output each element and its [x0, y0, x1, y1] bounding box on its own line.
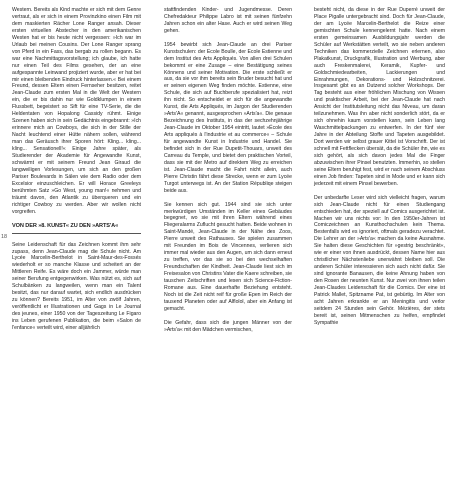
text-column-middle [164, 7, 292, 334]
text-column-right [314, 7, 445, 327]
paragraph: Sie kennen sich gut. 1944 sind sie sich unter merkwürdigen Umständen im Keller eines Gebäudes begegnet, wo sie mit ihren Eltern während eines Fliegeralarms Zuflucht gesucht hatten. Beide wohnen in Saint-Mandé, Jean-Claude in der Nähe des Zoos, Pierre unweit des Rathauses. Sie spielen zusammen mit Freunden im Bois de Vincennes, verlieren sich immer mal wieder aus den Augen, um sich dann erneut zu treffen, vor das sie so bei den wechselhaften Freundschaften der Kindheit. Jean-Claude liest sich im Freisesalon von Christins Vater die Kaere schreiben, sie tauschen Zeitschriften und lesen sich Science-Fiction-Romane aus. Eine dauerhafte Beziehung entsteht. Noch ist die Zeit nicht reif für große Epen im Reich der tausend Planeten oder auf Alflolol, aber ein Anfang ist gemacht. [164, 201, 292, 312]
paragraph: Seine Leidenschaft für das Zeichnen kommt ihm sehr zupass, denn Jean-Claude mag die Schule nicht. Am Lycée Marcelin-Berthelot in Saint-Maur-des-Fossés wiederholt er so manche Klasse und scheitert an der Mittleren Reife. Es wäre doch ein Jammer, würde man seiner Berufung entgegenwirken. Was nützt es, sich auf Schulbänken zu langweilen, wenn man ein Talent besitzt, das nur darauf wartet, sich endlich ausdrücken zu können? Bereits 1951, im Alter von zwölf Jahren, veröffentlicht er Illustrationen und Gags in Le Journal des jeunes, einer 1950 von der Tageszeitung Le Figaro ins Leben gerufenen Publikation, die beim »Salon de l'enfance« verteilt wird, einer alljährlich [12, 241, 141, 331]
paragraph: Die Gefahr, dass sich die jungen Männer von der »Arts'a« mit den Mädchen vermischen, [164, 319, 292, 333]
page-number: 18 [1, 234, 8, 240]
paragraph: 1954 bewirbt sich Jean-Claude an drei Pariser Kunstschulen: der Ecole Boulle, der Ecole Estienne und dem Institut des Arts Appliqués. Von allen drei Schulen bekommt er eine Zusage – eine Bestätigung seines Könnens und seiner Motivation. Die erste schließt er aus, da sie vor ihm bereits sein Bruder besucht hat und er seinen eigenen Weg finden möchte. Estienne, eine Schule, die sich auf Buchberufe spezialisiert hat, reizt ihn nicht. So entscheidet er sich für die angewandte Kunst, die Arts Appliqués, im Jargon der Studierenden »Arts'A« genannt, ausgesprochen »Arts'a«. Die genaue Bezeichnung des Instituts, in das der sechzehnjährige Jean-Claude im Oktober 1954 eintritt, lautet »École des Arts appliqués à l'industrie et au commerce« – Schule für angewandte Kunst in Industrie und Handel. Sie befindet sich in der Rue Dupetit-Thouars, unweit des Carreau du Temple, und bietet den praktischen Vorteil, dass sie mit der Metro auf direktem Weg zu erreichen ist. Jean-Claude macht die Fahrt nicht allein, auch Pierre Christin fährt diese Strecke, wenn er zum Lycée Turgot unterwegs ist. An der Station Républiqe steigen beide aus. [164, 41, 292, 194]
paragraph: stattfindenden Kinder- und Jugendmesse. Deren Chefredakteur Philippe Labro ist mit seinen fünfzehn Jahren schon ein alter Hase. Auch er wird seinen Weg gehen. [164, 7, 292, 34]
paragraph: besteht nicht, da diese in der Rue Duperré unweit der Place Pigalle untergebracht sind. Doch für Jean-Claude, der am Lycée Marcelin-Berthelot die Reize einer gemischten Schule kennengelernt hatte. Nach einem ersten gemeinsamen Ausbildungsjahr werden die Schüler auf Werkstätten verteilt, wo sie neben anderen Techniken das kommerzielle Zeichnen erlernen, also Plakatkunst, Druckgrafik, Illustration und Werbung, aber auch Freskenmalerei, Keramik, Kupfer- und Goldschmiedearbeiten, Lackierungen und Einrahmungen, Dekorations- und Holzschnitzerei. Insgesamt gibt es an Dutzend solcher Workshops. Der Tag besteht aus einer fröhlichen Mischung von Wissen und praktischer Arbeit, bei der Jean-Claude hat nach Ansicht der Institutsleitung nicht das Niveau, um daran teilzunehmen. Was ihn aber nicht sonderlich stört, da er sich ohnehin kaum vorstellen kann, sein Leben lang Waschmittelpackungen zu entwerfen. In der fünf vier Jahre in der Abteilung Stoffe und Tapeten ausgebildet. Dort werden wir selbst grauer Kittel ist Vorschrift. Der ist schnell mit Fettflecken übersät, da die Schüler ihn, wie es sich gehört, als sich davon jedes Mal die Finger abzuwischen ihrer Pinsel benutzten. Immerhin, so stellen seine Eltern beruhigt fest, wird er nach seinem Abschluss einen Job finden: Tapeten sind in Mode und er kann sich jederzeit mit einem Pinsel bewerben. [314, 7, 445, 187]
section-heading: VON DER »8. KUNST« ZU DEN »ARTS'A« [12, 223, 141, 234]
paragraph: Der unbedarfte Leser wird sich vielleicht fragen, warum sich Jean-Claude nicht für einen Studiengang entschieden hat, der speziell auf Comics ausgerichtet ist. Machen wir uns nichts vor: In den 1950er-Jahren ist Comiczeichnen an Kunsthochschulen kein Thema. Bestenfalls wird es ignoriert, oftmals geradezu verachtet. Die Lehrer an der »Arts'a« machen da keine Ausnahme. Sie halten diese Geschichten für »gestrig beschränkt«, wie er einer von ihnen ausdrückt, dessen Name hier aus christlicher Nächstenliebe unerwähnt bleiben soll. Die anderen Schüler interessieren sich auch nicht dafür. Sie sind ignorante Banausen, die keine Ahnung haben von den Rosen der neunten Kunst. Nur zwei von ihnen teilen Jean-Claudes Leidenschaft für die Comics. Der eine ist Patrick Mallet, Spitzname Pat, ist gebürtig. Im Alter von acht Jahren erkrankte er an Meningitis und verlor seitdem 24 Stunden sein Gehör. Mézières, der stets bereit ist, seinen Mitmenschen zu helfen, empfindet Sympathie [314, 194, 445, 326]
paragraph: Western. Bereits als Kind machte er sich mit dem Genre vertraut, als er sich in einem Provinzkino einen Film mit dem maskierten Rächer Lone Ranger ansah. Dieser ersten virtuellen Abstecher in den amerikanischen Westen hat er bis heute nicht vergessen: »Ich war im Urlaub bei meinen Cousins. Der Lone Ranger sprang von Pferd in ein Fass, das bergab zu rollen begann. Es war eine Nachmittagsvorstellung; ich glaube, ich hatte nur einen Teil des Films gesehen, der an eine aufgespannte Leinwand projiziert wurde, aber er hat bei mir einen bleibenden Eindruck hinterlassen.« Bei einem Freund, dessen Eltern einen Fernseher besitzen, reitet Jean-Claude zum ersten Mal in die Welt der Western ein, die er bis dahin nur wie Goldklumpen in einem Flussbett, begeistert so Sift für eine TV-Serie, die die Heldentaten von Hopalong Cassidy rühmt. Einige Szenen haben sich in sein Gedächtnis eingebrannt: »Ich erinnere mich an Cowboys, die sich in der Stille der Nacht leuchtend einer Hütte nähern sollen, während man das Geräusch ihrer Sporen hört: Kling... kling... kling... Sensationell!« Einige Jahre später, als Studierender der Akademie für Angewandte Kunst, schwärmt er mit seinem Freund Jean Giraud die langweiligen Vorlesungen, um sich an den großen Pariser Boulevards in Sälen wie dem Radio oder dem Excelsior einzuschleichen. Er will Horace Greeleys berühmten Satz »Go West, young man!« nehmen und träumt davon, den Atlantik zu überqueren und ein richtiger Cowboy zu werden. Aber wir wollen nicht vorgreifen. [12, 7, 141, 215]
text-column-left [12, 7, 141, 332]
